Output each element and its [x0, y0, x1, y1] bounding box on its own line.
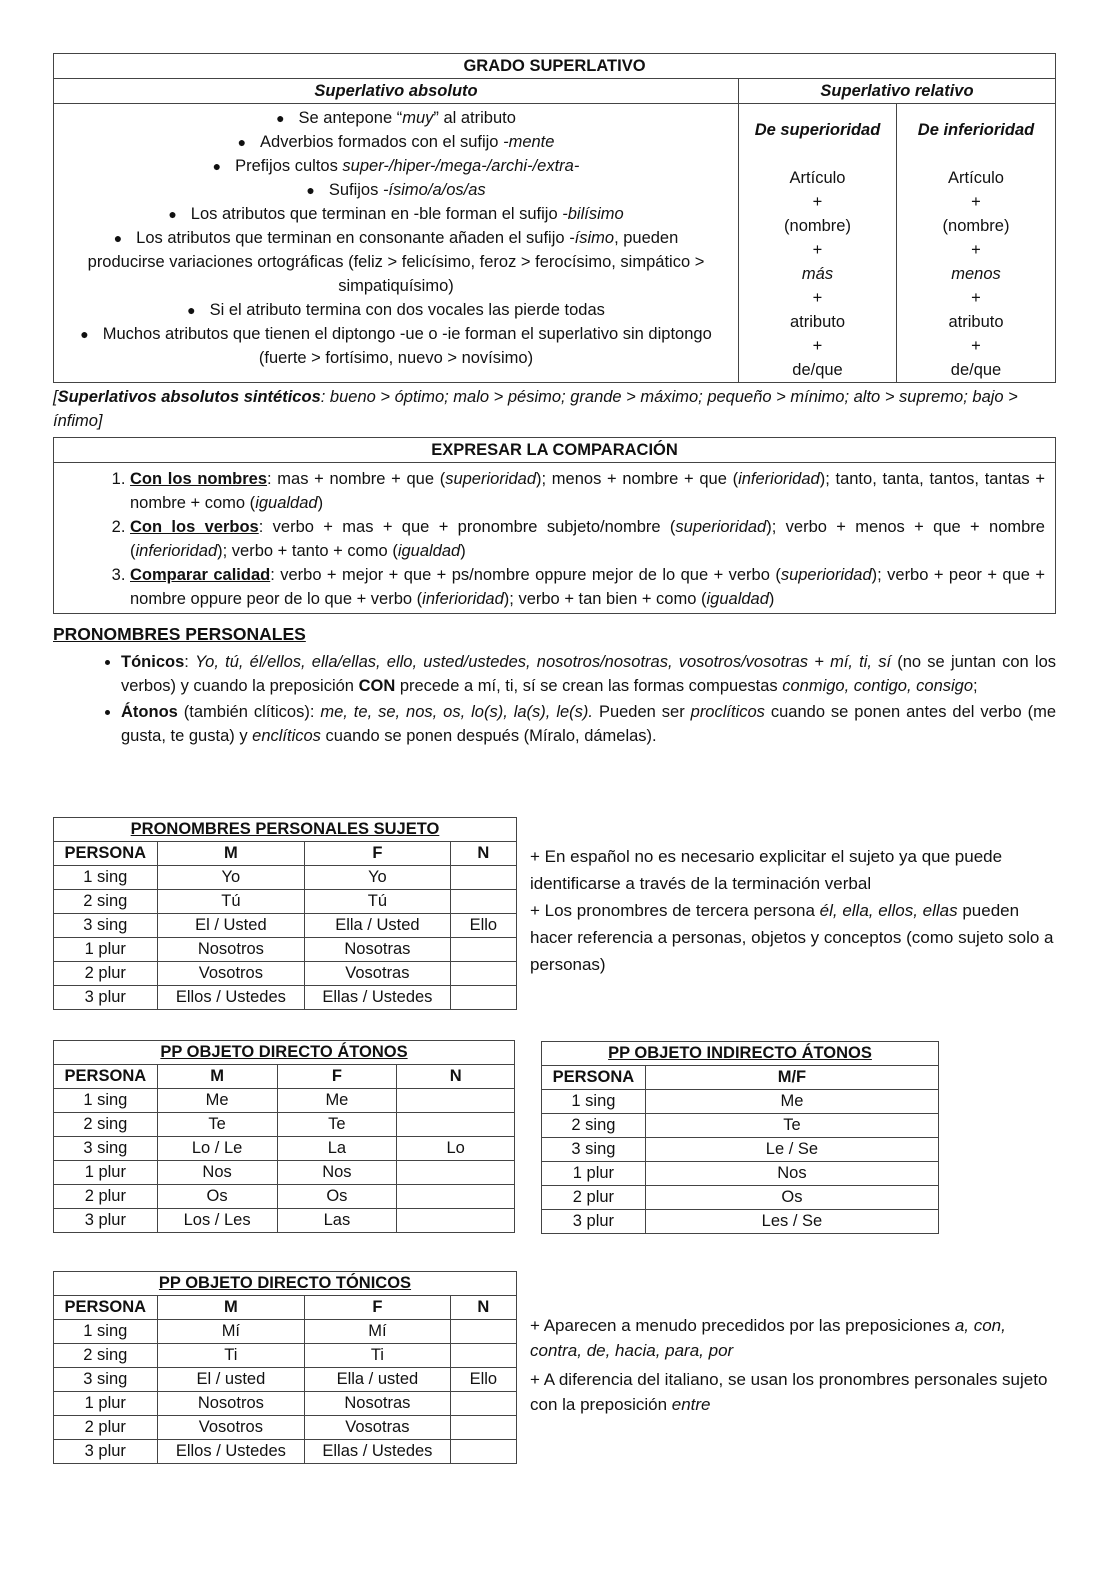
formula-line: +: [971, 337, 981, 355]
table-cell: 2 sing: [54, 890, 158, 914]
table-cell: 2 sing: [542, 1114, 646, 1138]
table-row: [54, 1344, 517, 1368]
table-cell: Me: [277, 1089, 397, 1113]
table-cell: Ellos / Ustedes: [157, 1440, 305, 1464]
table-cell: El / Usted: [157, 914, 305, 938]
table-cell: Me: [645, 1090, 938, 1114]
table-cell: Ellas / Ustedes: [305, 1440, 451, 1464]
formula-line: Artículo: [948, 169, 1004, 187]
bullet-icon: ●: [212, 158, 222, 174]
table-row: [542, 1162, 939, 1186]
table-cell: 3 plur: [542, 1210, 646, 1234]
column-header: N: [450, 1296, 516, 1320]
inferiority-cell: [897, 104, 1056, 383]
comparison-item: 3. Comparar calidad: verbo + mejor + que + ps/nombre oppure mejor de lo que + verbo (superioridad); verbo + peor + que + nombre oppure peor de lo que + verbo (inferioridad); verbo + tan bien + como (igualdad): [130, 563, 1045, 611]
table-cell: 3 plur: [54, 986, 158, 1010]
table-cell: [450, 866, 516, 890]
formula-line: (nombre): [784, 217, 851, 235]
table-cell: Vosotros: [157, 1416, 305, 1440]
table-cell: Nos: [645, 1162, 938, 1186]
rule-item: ● Prefijos cultos super-/hiper-/mega-/archi-/extra-: [212, 157, 580, 175]
formula-line: menos: [951, 265, 1001, 283]
table-cell: 1 plur: [542, 1162, 646, 1186]
rule-item: ● Adverbios formados con el sufijo -mente: [237, 133, 555, 151]
direct-object-atonic-table: [53, 1040, 515, 1233]
table-cell: [450, 1440, 516, 1464]
formula-line: más: [801, 265, 834, 283]
table-cell: 3 sing: [54, 1368, 158, 1392]
absolute-rules-list: [54, 104, 738, 378]
table-cell: [450, 890, 516, 914]
formula-line: +: [971, 289, 981, 307]
tonic-notes: + Aparecen a menudo precedidos por las preposiciones a, con, contra, de, hacia, para, por + A diferencia del italiano, se usan los pronombres personales sujeto con la preposición entre: [530, 1316, 1048, 1414]
table-row: [54, 938, 517, 962]
table-row: [54, 986, 517, 1010]
bullet-icon: ●: [276, 110, 285, 126]
pronoun-types-list: [53, 650, 1056, 748]
table-row: [54, 1416, 517, 1440]
table-cell: [397, 1089, 515, 1113]
relative-header: Superlativo relativo: [739, 79, 1056, 104]
table-title: PP OBJETO DIRECTO TÓNICOS: [54, 1272, 517, 1296]
table-row: [54, 1320, 517, 1344]
table-cell: 1 plur: [54, 1161, 158, 1185]
column-header: M: [157, 1065, 277, 1089]
table-cell: Los / Les: [157, 1209, 277, 1233]
formula-line: de/que: [792, 361, 843, 379]
table-cell: 3 plur: [54, 1209, 158, 1233]
table-cell: 1 plur: [54, 938, 158, 962]
table-row: [542, 1186, 939, 1210]
rule-item: ● Los atributos que terminan en -ble forman el sufijo -bilísimo: [168, 205, 624, 223]
table-cell: [450, 1344, 516, 1368]
inferiority-title: De inferioridad: [917, 121, 1035, 139]
table-cell: Me: [157, 1089, 277, 1113]
comparison-item: 1. Con los nombres: mas + nombre + que (superioridad); menos + nombre + que (inferioridad); tanto, tanta, tantos, tantas + nombre + como (igualdad): [130, 467, 1045, 515]
table-cell: Les / Se: [645, 1210, 938, 1234]
formula-line: de/que: [950, 361, 1002, 379]
table-cell: Nosotros: [157, 938, 305, 962]
table-row: [54, 890, 517, 914]
table-cell: Las: [277, 1209, 397, 1233]
column-header: N: [397, 1065, 515, 1089]
table-cell: Ellos / Ustedes: [157, 986, 305, 1010]
table-cell: 3 sing: [54, 1137, 158, 1161]
table-cell: Mí: [305, 1320, 451, 1344]
table-cell: 2 plur: [54, 1185, 158, 1209]
table-cell: Ellas / Ustedes: [305, 986, 451, 1010]
formula-line: +: [971, 241, 981, 259]
table-cell: [397, 1185, 515, 1209]
list-item: • Átonos (también clíticos): me, te, se, nos, os, lo(s), la(s), le(s). Pueden ser proclíticos cuando se ponen antes del verbo (me gusta, te gusta) y enclíticos cuando se ponen después (Míralo, dámelas).: [121, 700, 1056, 748]
table-cell: Ti: [157, 1344, 305, 1368]
section-title: PRONOMBRES PERSONALES: [53, 624, 306, 644]
table-row: [54, 1440, 517, 1464]
table-cell: Nosotras: [305, 938, 451, 962]
table-cell: Tú: [157, 890, 305, 914]
formula-line: atributo: [948, 313, 1004, 331]
table-cell: [450, 1392, 516, 1416]
table-cell: 2 sing: [54, 1113, 158, 1137]
table-cell: 2 plur: [542, 1186, 646, 1210]
superlative-title: GRADO SUPERLATIVO: [54, 54, 1056, 79]
column-header: M: [157, 842, 305, 866]
list-item: • Tónicos: Yo, tú, él/ellos, ella/ellas, ello, usted/ustedes, nosotros/nosotras, vosotros/vosotras + mí, ti, sí (no se juntan con los verbos) y cuando la preposición CON precede a mí, ti, sí se crean las formas compuestas conmigo, contigo, consigo;: [121, 650, 1056, 698]
table-cell: Vosotros: [157, 962, 305, 986]
table-row: [54, 1392, 517, 1416]
table-cell: Te: [645, 1114, 938, 1138]
formula-line: atributo: [789, 313, 846, 331]
rule-item: ● Los atributos que terminan en consonante añaden el sufijo -ísimo, pueden producirse variaciones ortográficas (feliz > felicísimo, feroz > ferocísimo, simpático > simpatiquísimo): [87, 229, 705, 295]
direct-object-tonic-table: [53, 1271, 517, 1464]
table-header-row: [54, 1296, 517, 1320]
table-cell: Ello: [450, 1368, 516, 1392]
column-header: F: [305, 1296, 451, 1320]
table-cell: 1 sing: [54, 1089, 158, 1113]
table-cell: 1 plur: [54, 1392, 158, 1416]
table-cell: Mí: [157, 1320, 305, 1344]
comparison-item: 2. Con los verbos: verbo + mas + que + pronombre subjeto/nombre (superioridad); verbo + menos + que + nombre (inferioridad); verbo + tanto + como (igualdad): [130, 515, 1045, 563]
table-cell: Ti: [305, 1344, 451, 1368]
column-header: F: [305, 842, 451, 866]
formula-line: +: [812, 337, 823, 355]
superiority-cell: [739, 104, 897, 383]
table-cell: Yo: [157, 866, 305, 890]
superlative-table: [53, 53, 1056, 383]
bullet-icon: ●: [306, 182, 315, 198]
table-cell: [450, 962, 516, 986]
table-cell: Lo: [397, 1137, 515, 1161]
table-cell: Os: [277, 1185, 397, 1209]
document-page: [53, 53, 1056, 750]
table-header-row: [54, 1065, 515, 1089]
table-cell: [450, 938, 516, 962]
bullet-icon: ●: [237, 134, 247, 150]
formula-line: +: [812, 193, 823, 211]
table-cell: Yo: [305, 866, 451, 890]
table-cell: Nos: [277, 1161, 397, 1185]
subject-notes: + En español no es necesario explicitar el sujeto ya que puede identificarse a través de la terminación verbal + Los pronombres de tercera persona él, ella, ellos, ellas pueden hacer referencia a personas, objetos y conceptos (como sujeto solo a personas): [530, 847, 1054, 974]
rule-item: ● Muchos atributos que tienen el diptongo -ue o -ie forman el superlativo sin diptongo (fuerte > fortísimo, nuevo > novísimo): [80, 325, 712, 367]
table-row: [54, 1161, 515, 1185]
formula-line: +: [971, 193, 981, 211]
table-cell: Tú: [305, 890, 451, 914]
bullet-icon: ●: [187, 302, 196, 318]
column-header: PERSONA: [542, 1066, 646, 1090]
table-cell: 1 sing: [54, 1320, 158, 1344]
table-row: [542, 1138, 939, 1162]
table-row: [542, 1210, 939, 1234]
column-header: N: [450, 842, 516, 866]
absolute-header: Superlativo absoluto: [54, 79, 739, 104]
table-cell: 3 sing: [54, 914, 158, 938]
table-cell: Os: [157, 1185, 277, 1209]
table-cell: 1 sing: [542, 1090, 646, 1114]
table-row: [54, 1368, 517, 1392]
table-row: [54, 914, 517, 938]
table-title: PP OBJETO INDIRECTO ÁTONOS: [542, 1042, 939, 1066]
table-row: [54, 962, 517, 986]
table-cell: Nosotros: [157, 1392, 305, 1416]
table-cell: Vosotras: [305, 962, 451, 986]
table-cell: Te: [277, 1113, 397, 1137]
table-cell: 1 sing: [54, 866, 158, 890]
formula-line: Artículo: [789, 169, 846, 187]
rule-item: ● Si el atributo termina con dos vocales las pierde todas: [187, 301, 605, 319]
table-cell: [397, 1161, 515, 1185]
table-cell: La: [277, 1137, 397, 1161]
bullet-icon: ●: [80, 326, 89, 342]
table-header-row: [54, 842, 517, 866]
table-cell: Le / Se: [645, 1138, 938, 1162]
formula-line: +: [812, 289, 823, 307]
rule-item: ● Sufijos -ísimo/a/os/as: [306, 181, 486, 199]
table-cell: Lo / Le: [157, 1137, 277, 1161]
subject-pronouns-table: [53, 817, 517, 1010]
column-header: F: [277, 1065, 397, 1089]
column-header: M/F: [645, 1066, 938, 1090]
table-cell: Ella / Usted: [305, 914, 451, 938]
column-header: PERSONA: [54, 842, 158, 866]
table-cell: [397, 1209, 515, 1233]
table-title: PP OBJETO DIRECTO ÁTONOS: [54, 1041, 515, 1065]
table-cell: Vosotras: [305, 1416, 451, 1440]
comparison-title: EXPRESAR LA COMPARACIÓN: [54, 438, 1056, 463]
formula-line: +: [812, 241, 823, 259]
bullet-icon: ●: [168, 206, 177, 222]
note-label: Superlativos absolutos sintéticos: [57, 388, 321, 406]
table-cell: 2 plur: [54, 1416, 158, 1440]
absolute-rules-cell: [54, 104, 739, 383]
table-title: PRONOMBRES PERSONALES SUJETO: [54, 818, 517, 842]
table-cell: El / usted: [157, 1368, 305, 1392]
table-cell: [397, 1113, 515, 1137]
table-cell: Ella / usted: [305, 1368, 451, 1392]
table-cell: 3 plur: [54, 1440, 158, 1464]
formula-line: (nombre): [942, 217, 1010, 235]
table-row: [54, 1089, 515, 1113]
synthetic-superlatives-note: [Superlativos absolutos sintéticos: bueno > óptimo; malo > pésimo; grande > máximo; pequeño > mínimo; alto > supremo; bajo > ínfimo]: [53, 388, 1018, 430]
table-cell: Te: [157, 1113, 277, 1137]
table-cell: [450, 1320, 516, 1344]
table-cell: Os: [645, 1186, 938, 1210]
table-row: [54, 1185, 515, 1209]
table-cell: [450, 1416, 516, 1440]
table-row: [54, 1137, 515, 1161]
table-cell: Nosotras: [305, 1392, 451, 1416]
bullet-icon: ●: [113, 230, 123, 246]
table-header-row: [542, 1066, 939, 1090]
table-row: [542, 1090, 939, 1114]
table-row: [542, 1114, 939, 1138]
table-cell: Nos: [157, 1161, 277, 1185]
comparison-list: [54, 463, 1055, 613]
table-cell: 2 plur: [54, 962, 158, 986]
table-cell: Ello: [450, 914, 516, 938]
table-row: [54, 1209, 515, 1233]
table-row: [54, 1113, 515, 1137]
table-cell: [450, 986, 516, 1010]
indirect-object-atonic-table: [541, 1041, 939, 1234]
comparison-table: [53, 437, 1056, 614]
table-cell: 3 sing: [542, 1138, 646, 1162]
table-cell: 2 sing: [54, 1344, 158, 1368]
column-header: PERSONA: [54, 1296, 158, 1320]
rule-item: ● Se antepone “muy” al atributo: [276, 109, 516, 127]
column-header: PERSONA: [54, 1065, 158, 1089]
table-row: [54, 866, 517, 890]
superiority-title: De superioridad: [754, 121, 881, 139]
column-header: M: [157, 1296, 305, 1320]
